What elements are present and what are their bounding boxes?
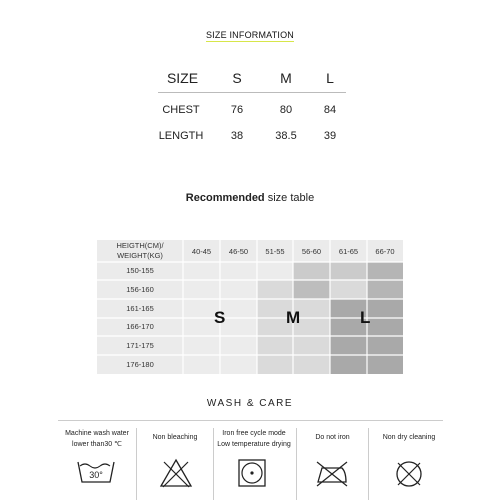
size-information-title bbox=[0, 30, 500, 40]
wash-temp-text: 30° bbox=[89, 470, 103, 480]
height-row-6: 176-180 bbox=[126, 360, 154, 369]
wash-item-1-line2: lower than30 ℃ bbox=[72, 441, 122, 448]
grid-corner-label bbox=[97, 241, 183, 261]
recommended-size-grid bbox=[97, 240, 403, 374]
wash-item-5-line1: Non dry cleaning bbox=[382, 434, 436, 441]
wash-item-1-text bbox=[58, 428, 136, 450]
size-zone-s-label: S bbox=[214, 308, 226, 327]
wash-item-4-text bbox=[297, 432, 368, 443]
length-label: LENGTH bbox=[158, 130, 204, 142]
wash-item-5-text bbox=[369, 432, 449, 443]
length-l-value: 39 bbox=[323, 130, 337, 142]
height-row-3: 161-165 bbox=[126, 304, 154, 313]
corner-height-label: HEIGTH(CM)/ bbox=[116, 241, 164, 250]
height-row-1: 150-155 bbox=[126, 266, 154, 275]
wash-item-3-line2: Low temperature drying bbox=[217, 441, 291, 448]
no-dry-clean-icon bbox=[393, 458, 425, 490]
wash-item-1-line1: Machine wash water bbox=[65, 430, 129, 437]
no-iron-icon bbox=[314, 460, 350, 488]
wash-item-2-line1: Non bleaching bbox=[152, 434, 198, 441]
weight-col-1: 40-45 bbox=[191, 247, 212, 256]
tumble-dry-low-icon bbox=[237, 458, 267, 488]
wash-care-title: WASH & CARE bbox=[206, 398, 294, 409]
wash-item-3-line1: Iron free cycle mode bbox=[222, 430, 286, 437]
height-row-5: 171-175 bbox=[126, 341, 154, 350]
wash-item-3-text bbox=[205, 428, 303, 450]
recommended-rest-text: size table bbox=[264, 192, 315, 204]
height-row-4: 166-170 bbox=[126, 322, 154, 331]
recommended-size-table-title bbox=[0, 192, 500, 204]
wash-item-4-line1: Do not iron bbox=[315, 434, 350, 441]
weight-col-4: 56-60 bbox=[301, 247, 322, 256]
chest-m-value: 80 bbox=[279, 104, 293, 116]
chest-label: CHEST bbox=[162, 104, 200, 116]
size-zone-m-label: M bbox=[286, 308, 301, 327]
wash-30-icon bbox=[76, 458, 116, 486]
weight-col-5: 61-65 bbox=[338, 247, 359, 256]
chest-s-value: 76 bbox=[230, 104, 244, 116]
size-zone-l-label: L bbox=[360, 308, 371, 327]
size-header-label: SIZE bbox=[166, 70, 199, 86]
length-m-value: 38.5 bbox=[275, 130, 297, 142]
chest-l-value: 84 bbox=[323, 104, 337, 116]
length-s-value: 38 bbox=[230, 130, 244, 142]
weight-col-3: 51-55 bbox=[265, 247, 285, 256]
size-header-l: L bbox=[326, 70, 334, 86]
height-row-2: 156-160 bbox=[126, 285, 154, 294]
wash-item-2-text bbox=[137, 432, 213, 443]
wash-care-rule bbox=[58, 420, 443, 421]
size-header-s: S bbox=[232, 70, 242, 86]
recommended-bold-text: Recommended bbox=[185, 192, 265, 204]
size-header-m: M bbox=[280, 70, 292, 86]
size-information-title-text: SIZE INFORMATION bbox=[205, 30, 295, 40]
weight-col-6: 66-70 bbox=[375, 247, 395, 256]
size-info-divider bbox=[158, 92, 346, 93]
no-bleach-icon bbox=[159, 458, 193, 488]
corner-weight-label: WEIGHT(KG) bbox=[117, 251, 163, 260]
weight-col-2: 46-50 bbox=[228, 247, 249, 256]
